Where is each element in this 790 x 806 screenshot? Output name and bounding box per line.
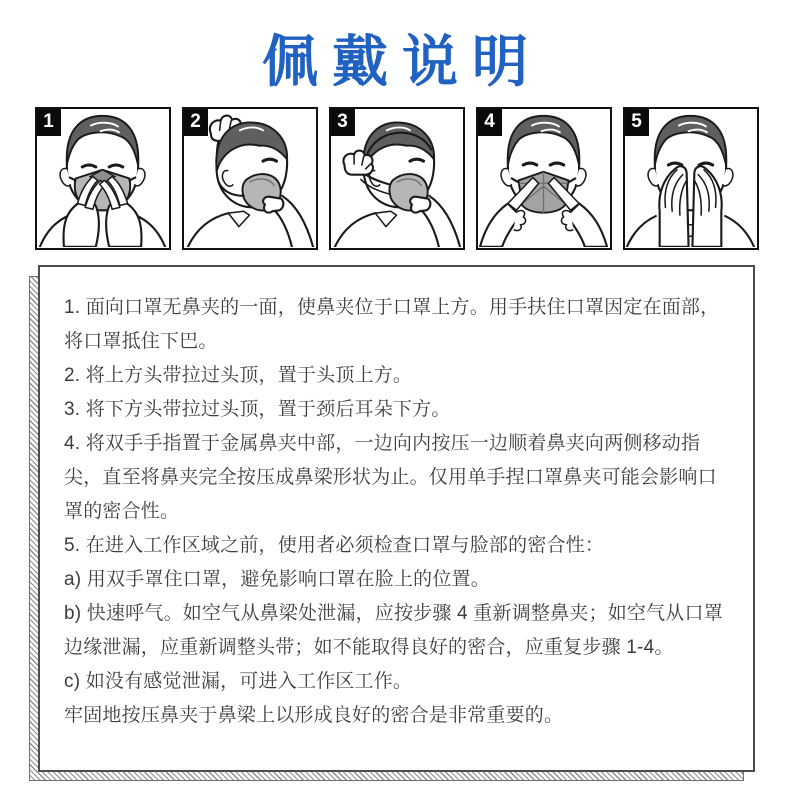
instruction-line-4: 4. 将双手手指置于金属鼻夹中部，一边向内按压一边顺着鼻夹向两侧移动指尖，直至将鼻夹完全按压成鼻梁形状为止。仅用单手捏口罩鼻夹可能会影响口罩的密合性。 (64, 433, 717, 522)
instruction-line-9: 牢固地按压鼻夹于鼻梁上以形成良好的密合是非常重要的。 (64, 705, 564, 726)
instructions-card (38, 265, 755, 772)
page-title: 佩戴说明 (262, 30, 542, 93)
step-panel-3 (329, 107, 465, 250)
instruction-line-6: a) 用双手罩住口罩，避免影响口罩在脸上的位置。 (64, 569, 490, 590)
step-panel-5 (623, 107, 759, 250)
step-number-badge: 5 (624, 108, 649, 136)
instruction-line-8: c) 如没有感觉泄漏，可进入工作区工作。 (64, 671, 413, 692)
instruction-line-2: 2. 将上方头带拉过头顶，置于头顶上方。 (64, 365, 413, 386)
step-number-badge: 4 (477, 108, 502, 136)
step-panel-4 (476, 107, 612, 250)
step-number-badge: 3 (330, 108, 355, 136)
instruction-line-5: 5. 在进入工作区域之前，使用者必须检查口罩与脸部的密合性： (64, 535, 605, 556)
step-panel-1 (35, 107, 171, 250)
step-panel-2 (182, 107, 318, 250)
instruction-line-1: 1. 面向口罩无鼻夹的一面，使鼻夹位于口罩上方。用手扶住口罩因定在面部，将口罩抵住下巴。 (64, 297, 720, 352)
step-number-badge: 2 (183, 108, 208, 136)
instruction-line-7: b) 快速呼气。如空气从鼻梁处泄漏，应按步骤 4 重新调整鼻夹；如空气从口罩边缘泄漏，应重新调整头带；如不能取得良好的密合，应重复步骤 1-4。 (64, 603, 723, 658)
step-number-badge: 1 (36, 108, 61, 136)
instruction-line-3: 3. 将下方头带拉过头顶，置于颈后耳朵下方。 (64, 399, 451, 420)
step-panels-row (35, 107, 763, 250)
